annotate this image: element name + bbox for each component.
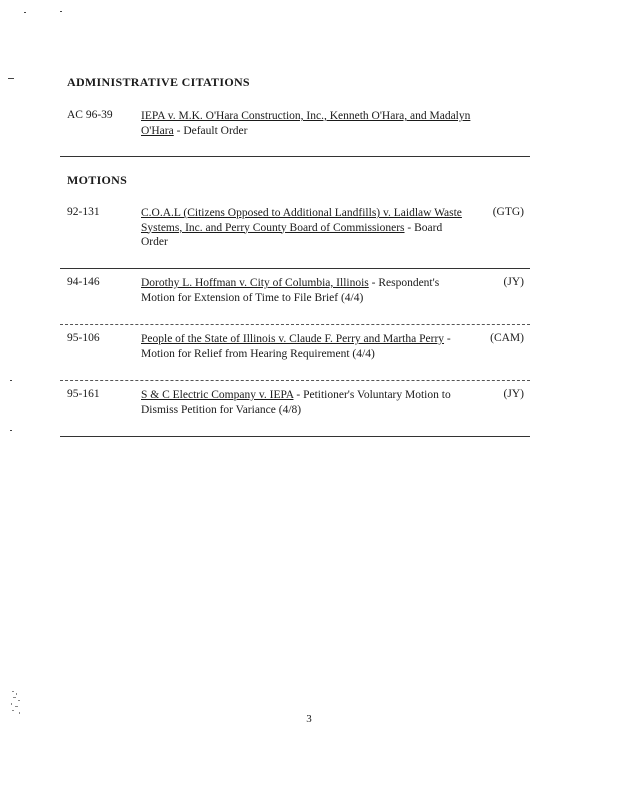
entry-divider <box>60 380 530 381</box>
attorney-initials: (JY) <box>503 276 524 288</box>
case-description <box>141 206 471 250</box>
attorney-initials: (JY) <box>503 388 524 400</box>
case-description <box>141 276 471 305</box>
case-description <box>141 109 471 138</box>
case-number: 94-146 <box>67 276 100 288</box>
case-action: - Board Order <box>141 221 443 248</box>
case-caption: People of the State of Illinois v. Claude F. Perry and Martha Perry <box>141 333 445 345</box>
scan-speck <box>60 11 62 12</box>
case-number: AC 96-39 <box>67 109 113 121</box>
page-number: 3 <box>306 713 312 725</box>
case-description <box>141 388 471 417</box>
entry-divider <box>60 268 530 269</box>
case-caption: C.O.A.L (Citizens Opposed to Additional Landfills) v. Laidlaw Waste Systems, Inc. and Perry County Board of Commissioners <box>141 207 462 234</box>
attorney-initials: (GTG) <box>492 206 524 218</box>
section-heading-administrative-citations: ADMINISTRATIVE CITATIONS <box>67 75 250 89</box>
case-number: 92-131 <box>67 206 100 218</box>
attorney-initials: (CAM) <box>490 332 524 344</box>
section-divider <box>60 436 530 437</box>
section-heading-motions: MOTIONS <box>67 173 128 187</box>
scan-speck <box>8 78 14 79</box>
case-number: 95-106 <box>67 332 100 344</box>
case-action: - Respondent's Motion for Extension of Time to File Brief (4/4) <box>141 277 440 304</box>
scan-speck <box>10 430 12 431</box>
case-description <box>141 332 471 361</box>
case-caption: Dorothy L. Hoffman v. City of Columbia, Illinois <box>141 277 369 289</box>
section-divider <box>60 156 530 157</box>
case-caption: IEPA v. M.K. O'Hara Construction, Inc., Kenneth O'Hara, and Madalyn O'Hara <box>141 110 471 137</box>
case-action: - Default Order <box>173 124 248 137</box>
scan-speck <box>24 12 26 13</box>
case-action: - Petitioner's Voluntary Motion to Dismiss Petition for Variance (4/8) <box>141 389 451 416</box>
entry-divider <box>60 324 530 325</box>
scan-speck <box>10 380 12 381</box>
case-caption: S & C Electric Company v. IEPA <box>141 389 294 401</box>
case-action: - Motion for Relief from Hearing Requirement (4/4) <box>141 333 451 360</box>
case-number: 95-161 <box>67 388 100 400</box>
